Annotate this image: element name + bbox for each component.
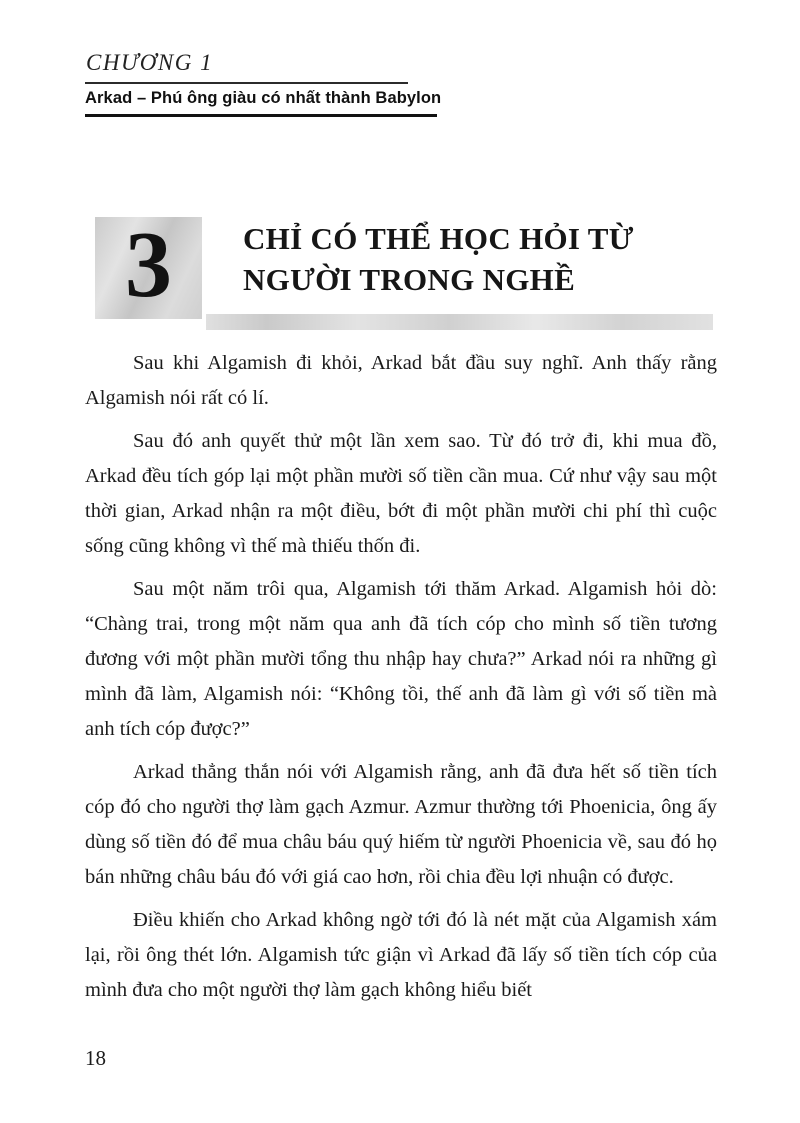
paragraph-2: Sau đó anh quyết thử một lần xem sao. Từ đó trở đi, khi mua đồ, Arkad đều tích góp lại một phần mười số tiền cần mua. Cứ như vậy sau một thời gian, Arkad nhận ra một điều, bớt đi một phần mười chi phí thì cuộc sống cũng không vì thế mà thiếu thốn đi. <box>85 430 717 557</box>
chapter-title: CHỈ CÓ THỂ HỌC HỎI TỪ NGƯỜI TRONG NGHỀ <box>243 221 634 297</box>
header-rule-thick <box>85 114 437 117</box>
paragraph-4: Arkad thẳng thắn nói với Algamish rằng, anh đã đưa hết số tiền tích cóp đó cho người thợ làm gạch Azmur. Azmur thường tới Phoenicia, ông ấy dùng số tiền đó để mua châu báu quý hiếm từ người Phoenicia về, sau đó họ bán những châu báu đó với giá cao hơn, rồi chia đều lợi nhuận có được. <box>85 761 717 888</box>
book-subtitle: Arkad – Phú ông giàu có nhất thành Babylon <box>85 89 442 107</box>
paragraph-5: Điều khiến cho Arkad không ngờ tới đó là nét mặt của Algamish xám lại, rồi ông thét lớn. Algamish tức giận vì Arkad đã lấy số tiền tích cóp của mình đưa cho một người thợ làm gạch không hiểu biết <box>85 909 717 1001</box>
chapter-label: CHƯƠNG 1 <box>86 50 214 75</box>
title-underline-band <box>206 314 713 330</box>
paragraph-1: Sau khi Algamish đi khỏi, Arkad bắt đầu suy nghĩ. Anh thấy rằng Algamish nói rất có lí. <box>85 352 717 409</box>
paragraph-3: Sau một năm trôi qua, Algamish tới thăm Arkad. Algamish hỏi dò: “Chàng trai, trong một năm qua anh đã tích cóp cho mình số tiền tương đương với một phần mười tổng thu nhập hay chưa?” Arkad nói ra những gì mình đã làm, Algamish nói: “Không tồi, thế anh đã làm gì với số tiền mà anh tích cóp được?” <box>85 578 717 740</box>
page-number: 18 <box>85 1046 106 1070</box>
chapter-number-box <box>95 213 202 319</box>
header-rule-thin <box>85 82 408 84</box>
chapter-number: 3 <box>125 213 172 317</box>
body-text <box>85 346 717 1016</box>
